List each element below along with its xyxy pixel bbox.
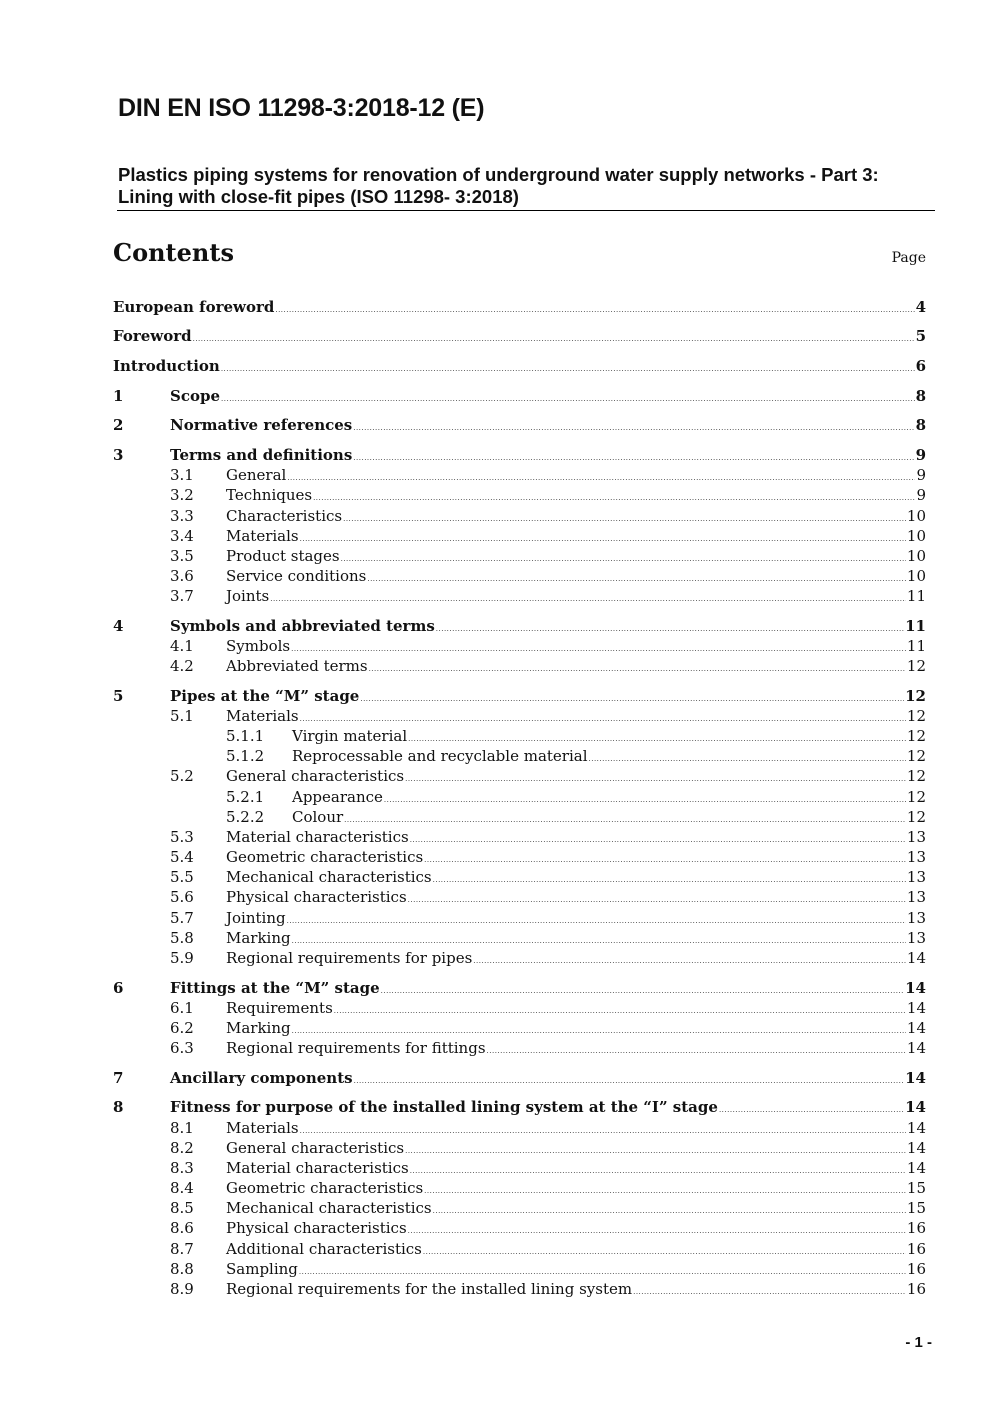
toc-entry-page: 12 [906, 788, 926, 806]
toc-dot-leader [405, 769, 906, 789]
toc-entry-page: 16 [906, 1219, 926, 1237]
toc-entry-number: 5 [113, 687, 124, 705]
toc-entry[interactable] [113, 1068, 926, 1088]
toc-entry-number: 3.1 [170, 466, 194, 484]
toc-entry-number: 3.4 [170, 527, 194, 545]
toc-entry[interactable] [113, 636, 926, 656]
toc-entry[interactable] [113, 445, 926, 465]
toc-entry-title: Physical characteristics [226, 1219, 407, 1237]
toc-entry[interactable] [113, 887, 926, 907]
toc-entry-page: 14 [906, 1019, 926, 1037]
toc-entry-title: Fittings at the “M” stage [170, 979, 380, 997]
toc-entry[interactable] [113, 726, 926, 746]
toc-entry[interactable] [113, 586, 926, 606]
toc-entry-title: Foreword [113, 327, 192, 345]
toc-entry[interactable] [113, 1158, 926, 1178]
toc-dot-leader [275, 300, 914, 320]
toc-entry-title: Marking [226, 1019, 291, 1037]
toc-entry[interactable] [113, 686, 926, 706]
toc-entry[interactable] [113, 706, 926, 726]
toc-entry-number: 1 [113, 387, 124, 405]
toc-entry-number: 3.6 [170, 567, 194, 585]
toc-entry-number: 6.1 [170, 999, 194, 1017]
toc-entry[interactable] [113, 616, 926, 636]
toc-entry[interactable] [113, 1138, 926, 1158]
toc-entry-title: Symbols and abbreviated terms [170, 617, 435, 635]
toc-entry-page: 10 [906, 527, 926, 545]
toc-entry-number: 5.7 [170, 909, 194, 927]
toc-dot-leader [221, 359, 915, 379]
toc-entry-title: Fitness for purpose of the installed lining system at the “I” stage [170, 1098, 718, 1116]
toc-entry-page: 8 [915, 387, 926, 405]
toc-entry[interactable] [113, 546, 926, 566]
toc-dot-leader [473, 951, 906, 971]
toc-entry-number: 3 [113, 446, 124, 464]
toc-entry[interactable] [113, 1239, 926, 1259]
toc-entry[interactable] [113, 386, 926, 406]
toc-entry-title: Reprocessable and recyclable material [292, 747, 588, 765]
toc-entry-page: 13 [906, 828, 926, 846]
toc-entry[interactable] [113, 465, 926, 485]
toc-entry-title: Mechanical characteristics [226, 868, 432, 886]
toc-entry-number: 5.2 [170, 767, 194, 785]
toc-entry-title: Colour [292, 808, 344, 826]
page-column-label: Page [891, 250, 926, 266]
toc-entry-number: 5.6 [170, 888, 194, 906]
toc-entry-page: 12 [906, 727, 926, 745]
toc-entry-title: Regional requirements for fittings [226, 1039, 486, 1057]
toc-entry-number: 6 [113, 979, 124, 997]
toc-entry-number: 5.3 [170, 828, 194, 846]
toc-entry-page: 16 [906, 1240, 926, 1258]
toc-entry-page: 15 [906, 1199, 926, 1217]
toc-dot-leader [313, 488, 915, 508]
toc-entry-number: 8.7 [170, 1240, 194, 1258]
toc-entry[interactable] [113, 526, 926, 546]
toc-entry-number: 3.2 [170, 486, 194, 504]
toc-entry-page: 14 [906, 1159, 926, 1177]
toc-entry-number: 8.6 [170, 1219, 194, 1237]
toc-entry-title: Mechanical characteristics [226, 1199, 432, 1217]
toc-entry-title: Techniques [226, 486, 313, 504]
toc-entry-title: General [226, 466, 287, 484]
toc-entry-title: Geometric characteristics [226, 848, 424, 866]
toc-entry[interactable] [113, 656, 926, 676]
contents-heading: Contents [113, 238, 234, 267]
toc-entry-page: 13 [906, 848, 926, 866]
toc-entry-page: 14 [906, 1119, 926, 1137]
toc-entry-page: 9 [916, 466, 926, 484]
toc-entry-number: 8.4 [170, 1179, 194, 1197]
toc-dot-leader [408, 1221, 906, 1241]
toc-entry-title: Marking [226, 929, 291, 947]
toc-entry-title: Regional requirements for the installed lining system [226, 1280, 633, 1298]
toc-dot-leader [353, 418, 914, 438]
toc-entry[interactable] [113, 807, 926, 827]
toc-entry[interactable] [113, 1259, 926, 1279]
toc-dot-leader [633, 1282, 906, 1302]
toc-entry-number: 4.1 [170, 637, 194, 655]
toc-entry-title: Normative references [170, 416, 353, 434]
toc-entry-number: 2 [113, 416, 124, 434]
toc-entry-number: 6.2 [170, 1019, 194, 1037]
toc-entry-number: 3.5 [170, 547, 194, 565]
toc-entry-title: Geometric characteristics [226, 1179, 424, 1197]
toc-entry[interactable] [113, 948, 926, 968]
toc-entry-number: 5.9 [170, 949, 194, 967]
toc-entry[interactable] [113, 1018, 926, 1038]
toc-entry-page: 15 [906, 1179, 926, 1197]
toc-entry-number: 8.5 [170, 1199, 194, 1217]
toc-entry[interactable] [113, 326, 926, 346]
toc-entry-page: 13 [906, 929, 926, 947]
toc-entry-page: 14 [906, 1039, 926, 1057]
toc-entry-number: 4 [113, 617, 124, 635]
toc-entry[interactable] [113, 847, 926, 867]
toc-entry-title: Materials [226, 707, 299, 725]
toc-entry-page: 4 [915, 298, 926, 316]
toc-entry[interactable] [113, 867, 926, 887]
toc-entry[interactable] [113, 1097, 926, 1117]
toc-entry-number: 6.3 [170, 1039, 194, 1057]
toc-entry-number: 5.1.2 [226, 747, 265, 765]
toc-entry-page: 5 [915, 327, 926, 345]
toc-entry-number: 4.2 [170, 657, 194, 675]
toc-entry-title: Sampling [226, 1260, 298, 1278]
toc-entry[interactable] [113, 827, 926, 847]
toc-entry-number: 3.7 [170, 587, 194, 605]
toc-entry-title: Requirements [226, 999, 333, 1017]
toc-entry-title: Materials [226, 1119, 299, 1137]
toc-entry-title: Joints [226, 587, 270, 605]
toc-entry[interactable] [113, 415, 926, 435]
toc-entry-page: 9 [916, 486, 926, 504]
toc-entry-page: 12 [906, 657, 926, 675]
toc-entry-title: Material characteristics [226, 1159, 409, 1177]
toc-entry-title: Virgin material [292, 727, 408, 745]
toc-entry-page: 10 [906, 547, 926, 565]
toc-entry-title: General characteristics [226, 1139, 405, 1157]
footer-page-number: - 1 - [905, 1334, 932, 1351]
toc-entry-page: 13 [906, 909, 926, 927]
toc-entry-page: 12 [906, 747, 926, 765]
toc-entry[interactable] [113, 566, 926, 586]
toc-entry[interactable] [113, 978, 926, 998]
toc-entry-page: 12 [906, 767, 926, 785]
toc-entry[interactable] [113, 1178, 926, 1198]
toc-entry-title: Jointing [226, 909, 286, 927]
toc-entry-page: 12 [905, 687, 926, 705]
toc-entry[interactable] [113, 787, 926, 807]
document-subtitle: Plastics piping systems for renovation of underground water supply networks - Part 3: Lining with close-fit pipes (ISO 11298- 3:2018) [118, 164, 879, 207]
toc-dot-leader [193, 329, 915, 349]
toc-entry-title: General characteristics [226, 767, 405, 785]
toc-entry-page: 11 [906, 587, 926, 605]
toc-entry[interactable] [113, 928, 926, 948]
toc-entry-page: 13 [906, 888, 926, 906]
toc-entry[interactable] [113, 998, 926, 1018]
toc-entry-title: Appearance [292, 788, 383, 806]
toc-entry-number: 5.8 [170, 929, 194, 947]
toc-entry[interactable] [113, 1118, 926, 1138]
toc-entry-number: 3.3 [170, 507, 194, 525]
toc-entry-page: 14 [906, 1139, 926, 1157]
toc-entry-title: Abbreviated terms [226, 657, 368, 675]
toc-entry-page: 14 [906, 999, 926, 1017]
toc-entry-page: 10 [906, 567, 926, 585]
toc-entry-page: 11 [906, 637, 926, 655]
toc-dot-leader [221, 389, 915, 409]
toc-entry-number: 8 [113, 1098, 124, 1116]
toc-entry[interactable] [113, 1038, 926, 1058]
toc-entry-number: 8.8 [170, 1260, 194, 1278]
toc-entry-title: Physical characteristics [226, 888, 407, 906]
toc-entry-page: 14 [905, 979, 926, 997]
toc-dot-leader [270, 589, 906, 609]
toc-entry-title: European foreword [113, 298, 275, 316]
toc-entry[interactable] [113, 1279, 926, 1299]
toc-dot-leader [408, 890, 906, 910]
toc-entry-page: 16 [906, 1280, 926, 1298]
toc-entry-page: 8 [915, 416, 926, 434]
toc-entry-page: 14 [905, 1098, 926, 1116]
toc-entry-number: 8.1 [170, 1119, 194, 1137]
toc-entry-page: 12 [906, 707, 926, 725]
toc-entry[interactable] [113, 506, 926, 526]
toc-entry-title: Scope [170, 387, 221, 405]
toc-entry-number: 7 [113, 1069, 124, 1087]
toc-entry-title: Materials [226, 527, 299, 545]
toc-entry-title: Introduction [113, 357, 220, 375]
toc-entry-number: 5.1.1 [226, 727, 265, 745]
toc-entry-number: 8.3 [170, 1159, 194, 1177]
toc-entry-page: 9 [915, 446, 926, 464]
toc-dot-leader [369, 659, 906, 679]
toc-entry-page: 11 [905, 617, 926, 635]
toc-entry-title: Product stages [226, 547, 340, 565]
toc-entry-title: Terms and definitions [170, 446, 353, 464]
toc-entry-page: 6 [915, 357, 926, 375]
toc-entry-number: 5.5 [170, 868, 194, 886]
toc-dot-leader [487, 1041, 906, 1061]
toc-entry[interactable] [113, 746, 926, 766]
toc-entry-page: 13 [906, 868, 926, 886]
toc-entry-number: 5.4 [170, 848, 194, 866]
toc-entry-page: 12 [906, 808, 926, 826]
toc-entry-number: 5.1 [170, 707, 194, 725]
toc-entry-title: Pipes at the “M” stage [170, 687, 360, 705]
toc-entry-title: Characteristics [226, 507, 343, 525]
toc-entry-number: 5.2.2 [226, 808, 265, 826]
document-title: DIN EN ISO 11298-3:2018-12 (E) [118, 94, 485, 122]
toc-entry-title: Ancillary components [170, 1069, 353, 1087]
toc-entry-page: 14 [906, 949, 926, 967]
toc-entry-title: Additional characteristics [226, 1240, 422, 1258]
toc-entry-number: 5.2.1 [226, 788, 265, 806]
toc-entry-title: Symbols [226, 637, 291, 655]
toc-entry[interactable] [113, 297, 926, 317]
toc-entry-number: 8.9 [170, 1280, 194, 1298]
toc-entry-page: 14 [905, 1069, 926, 1087]
toc-entry-title: Regional requirements for pipes [226, 949, 473, 967]
toc-entry-number: 8.2 [170, 1139, 194, 1157]
toc-entry-page: 16 [906, 1260, 926, 1278]
toc-entry[interactable] [113, 908, 926, 928]
toc-entry[interactable] [113, 766, 926, 786]
toc-entry[interactable] [113, 356, 926, 376]
toc-dot-leader [354, 1071, 905, 1091]
toc-entry[interactable] [113, 1198, 926, 1218]
toc-dot-leader [719, 1100, 904, 1120]
toc-entry[interactable] [113, 1218, 926, 1238]
toc-entry-page: 10 [906, 507, 926, 525]
toc-entry-title: Material characteristics [226, 828, 409, 846]
toc-entry-title: Service conditions [226, 567, 367, 585]
toc-entry[interactable] [113, 485, 926, 505]
